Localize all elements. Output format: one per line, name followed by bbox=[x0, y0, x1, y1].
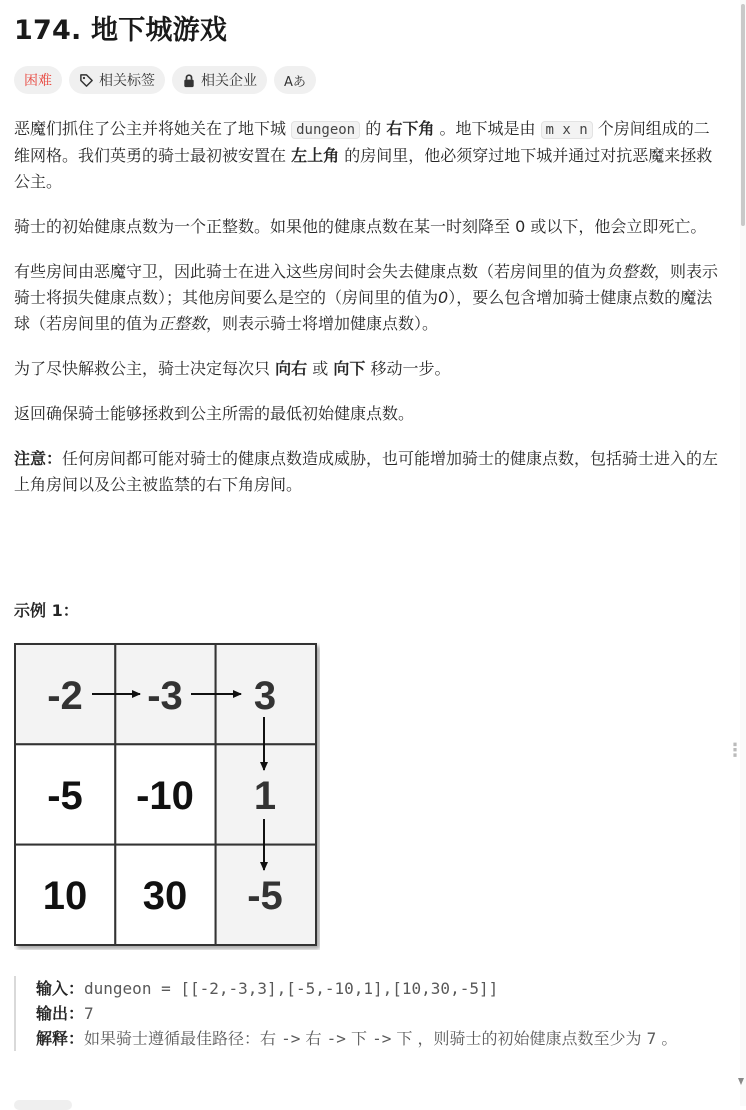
related-tags-label: 相关标签 bbox=[99, 73, 155, 89]
vertical-scrollbar[interactable] bbox=[740, 0, 746, 1106]
scrollbar-thumb[interactable] bbox=[741, 4, 745, 226]
font-size-button[interactable] bbox=[274, 66, 316, 94]
related-tags-button[interactable] bbox=[69, 66, 165, 94]
desc-paragraph-5: 返回确保骑士能够拯救到公主所需的最低初始健康点数。 bbox=[14, 404, 415, 423]
input-label: 输入： bbox=[36, 979, 85, 998]
related-companies-label: 相关企业 bbox=[201, 73, 257, 89]
grid-value-1-1: -10 bbox=[136, 774, 194, 818]
bottom-toolbar-pill[interactable] bbox=[14, 1100, 72, 1110]
grid-value-0-1: -3 bbox=[147, 674, 183, 718]
difficulty-badge[interactable]: 困难 bbox=[14, 66, 62, 94]
example-title: 示例 1： bbox=[14, 601, 79, 620]
lock-icon bbox=[182, 73, 196, 88]
problem-description bbox=[14, 116, 722, 517]
explanation-label: 解释： bbox=[36, 1029, 85, 1048]
scroll-down-arrow-icon[interactable] bbox=[738, 1078, 744, 1085]
grid-value-0-0: -2 bbox=[47, 674, 83, 718]
grid-value-2-1: 30 bbox=[142, 874, 188, 918]
desc-paragraph-2: 骑士的初始健康点数为一个正整数。如果他的健康点数在某一时刻降至 0 或以下，他会立即死亡。 bbox=[14, 217, 707, 236]
output-label: 输出： bbox=[36, 1004, 85, 1023]
tag-bar bbox=[14, 66, 316, 94]
tag-icon bbox=[79, 73, 94, 88]
desc-paragraph-3: 有些房间由恶魔守卫，因此骑士在进入这些房间时会失去健康点数（若房间里的值为负整数，则表示骑士将损失健康点数）；其他房间要么是空的（房间里的值为0），要么包含增加骑士健康点数的魔法球（若房间里的值为正整数，则表示骑士将增加健康点数）。 bbox=[14, 262, 719, 333]
grid-value-2-0: 10 bbox=[42, 874, 88, 918]
example-block bbox=[14, 976, 722, 1051]
grid-value-2-2: -5 bbox=[247, 874, 283, 918]
note-paragraph: 注意：任何房间都可能对骑士的健康点数造成威胁，也可能增加骑士的健康点数，包括骑士进入的左上角房间以及公主被监禁的右下角房间。 bbox=[14, 449, 719, 494]
dungeon-grid-figure bbox=[14, 642, 320, 950]
problem-title: 174. 地下城游戏 bbox=[14, 15, 228, 46]
grid-value-1-0: -5 bbox=[47, 774, 83, 818]
example-explanation-row: 解释：如果骑士遵循最佳路径：右 -> 右 -> 下 -> 下 ，则骑士的初始健康点数至少为 7 。 bbox=[36, 1029, 678, 1048]
desc-paragraph-4: 为了尽快解救公主，骑士决定每次只 向右 或 向下 移动一步。 bbox=[14, 359, 451, 378]
example-output-row bbox=[36, 1001, 722, 1026]
example-input-row bbox=[36, 976, 722, 1001]
translate-icon: Aあ bbox=[284, 74, 306, 90]
note-label: 注意： bbox=[14, 449, 63, 468]
code-dungeon: dungeon bbox=[291, 121, 360, 139]
related-companies-button[interactable] bbox=[172, 66, 267, 94]
panel-resize-handle[interactable]: ⋮ bbox=[726, 740, 744, 761]
input-value: dungeon = [[-2,-3,3],[-5,-10,1],[10,30,-5]] bbox=[84, 979, 499, 998]
grid-value-0-2: 3 bbox=[253, 674, 277, 718]
output-value: 7 bbox=[84, 1004, 94, 1023]
code-m-x-n: m x n bbox=[541, 121, 593, 139]
desc-paragraph-1: 恶魔们抓住了公主并将她关在了地下城 dungeon 的 右下角 。地下城是由 m x n 个房间组成的二维网格。我们英勇的骑士最初被安置在 左上角 的房间里，他必须穿过地下城并通过对抗恶魔来拯救公主。 bbox=[14, 119, 713, 191]
grid-value-1-2: 1 bbox=[253, 774, 277, 818]
